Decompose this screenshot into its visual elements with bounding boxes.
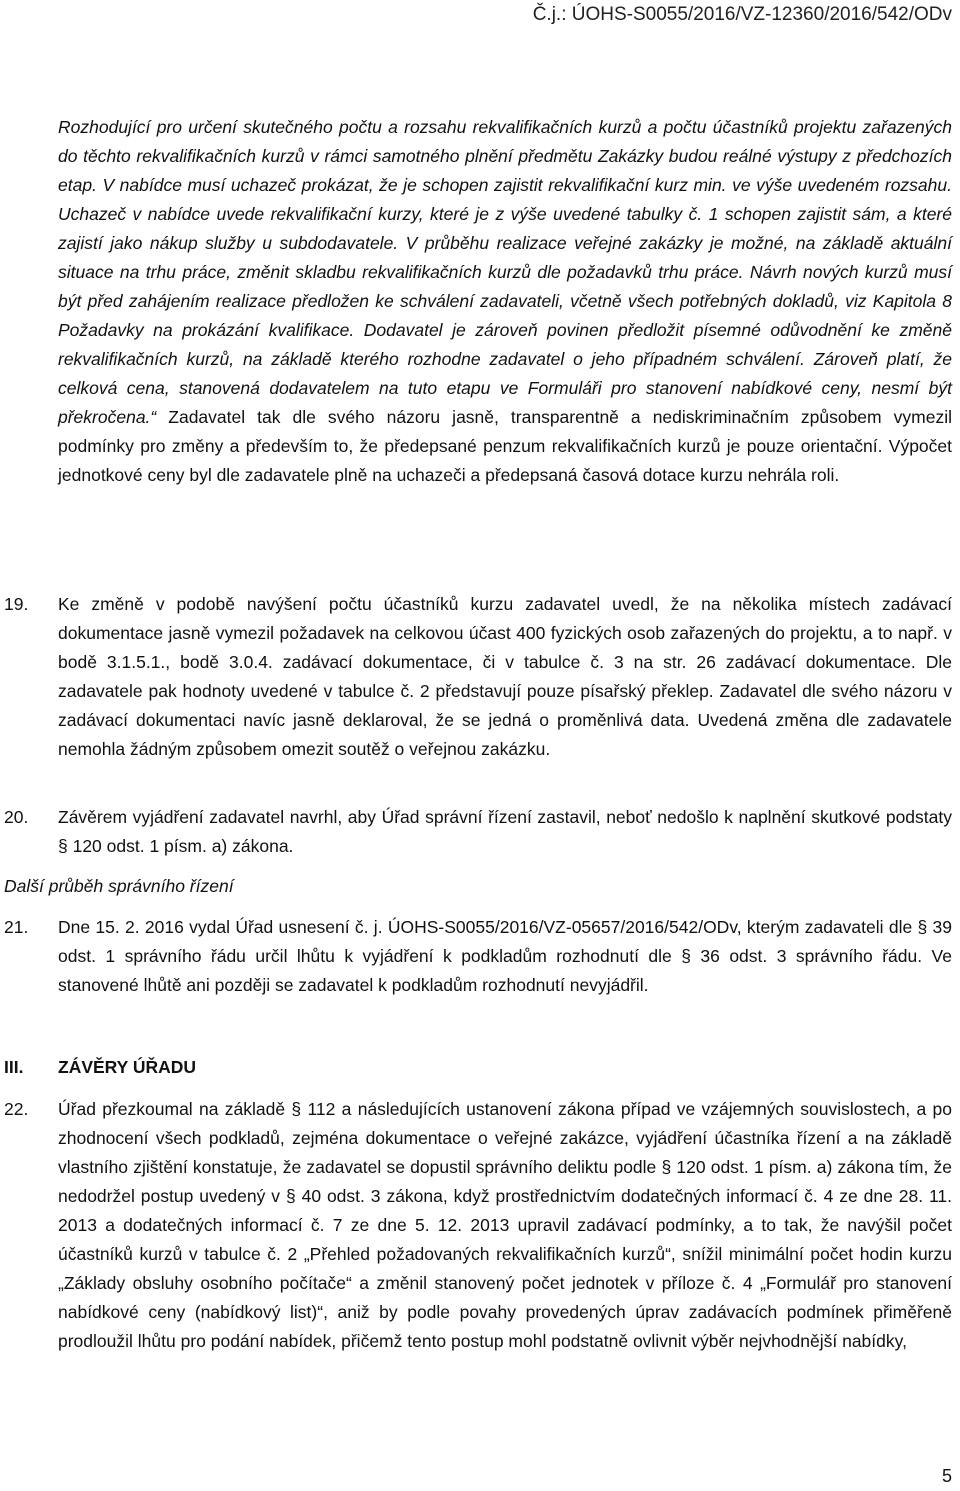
quoted-text: Rozhodující pro určení skutečného počtu a rozsahu rekvalifikačních kurzů a počtu účastníků projektu zařazených do těchto rekvalifikačních kurzů v rámci samotného plnění předmětu Zakázky budou reálné výstupy z předchozích etap. V nabídce musí uchazeč prokázat, že je schopen zajistit rekvalifikační kurz min. ve výše uvedeném rozsahu. Uchazeč v nabídce uvede rekvalifikační kurzy, které je z výše uvedené tabulky č. 1 schopen zajistit sám, a které zajistí jako nákup služby u subdodavatele. V průběhu realizace veřejné zakázky je možné, na základě aktuální situace na trhu práce, změnit skladbu rekvalifikačních kurzů dle požadavků trhu práce. Návrh nových kurzů musí být před zahájením realizace předložen ke schválení zadavateli, včetně všech potřebných dokladů, viz Kapitola 8 Požadavky na prokázání kvalifikace. Dodavatel je zároveň povinen předložit písemné odůvodnění ke změně rekvalifikačních kurzů, na základě kterého rozhodne zadavatel o jeho případném schválení. Zároveň platí, že celková cena, stanovená dodavatelem na tuto etapu ve Formuláři pro stanovení nabídkové ceny, nesmí být překročena.“ [58,117,952,427]
paragraph-22: Úřad přezkoumal na základě § 112 a následujících ustanovení zákona případ ve vzájemných souvislostech, a po zhodnocení všech podkladů, zejména dokumentace o veřejné zakázce, vyjádření účastníka řízení a na základě vlastního zjištění konstatuje, že zadavatel se dopustil správního deliktu podle § 120 odst. 1 písm. a) zákona tím, že nedodržel postup uvedený v § 40 odst. 3 zákona, když prostřednictvím dodatečných informací č. 4 ze dne 28. 11. 2013 a dodatečných informací č. 7 ze dne 5. 12. 2013 upravil zadávací podmínky, a to tak, že navýšil počet účastníků kurzů v tabulce č. 2 „Přehled požadovaných rekvalifikačních kurzů“, snížil minimální počet hodin kurzu „Základy obsluhy osobního počítače“ a změnil stanovený počet jednotek v příloze č. 4 „Formulář pro stanovení nabídkové ceny (nabídkový list)“, aniž by podle povahy provedených úprav zadávacích podmínek přiměřeně prodloužil lhůtu pro podání nabídek, přičemž tento postup mohl podstatně ovlivnit výběr nejvhodnější nabídky, [58,1099,952,1351]
document-reference: Č.j.: ÚOHS-S0055/2016/VZ-12360/2016/542/ODv [532,4,952,25]
section-number: III. [4,1057,24,1077]
paragraph-19: Ke změně v podobě navýšení počtu účastníků kurzu zadavatel uvedl, že na několika místech zadávací dokumentace jasně vymezil požadavek na celkovou účast 400 fyzických osob zařazených do projektu, a to např. v bodě 3.1.5.1., bodě 3.0.4. zadávací dokumentace, či v tabulce č. 3 na str. 26 zadávací dokumentace. Dle zadavatele pak hodnoty uvedené v tabulce č. 2 představují pouze písařský překlep. Zadavatel dle svého názoru v zadávací dokumentaci navíc jasně deklaroval, že se jedná o proměnlivá data. Uvedená změna dle zadavatele nemohla žádným způsobem omezit soutěž o veřejnou zakázku. [58,594,952,759]
paragraph-number: 21. [4,917,29,937]
paragraph-number: 19. [4,594,29,614]
page-number: 5 [941,1466,952,1486]
subsection-heading: Další průběh správního řízení [4,876,234,896]
paragraph-number: 20. [4,807,29,827]
paragraph-number: 22. [4,1099,29,1119]
paragraph-20: Závěrem vyjádření zadavatel navrhl, aby Úřad správní řízení zastavil, neboť nedošlo k naplnění skutkové podstaty § 120 odst. 1 písm. a) zákona. [58,807,952,856]
quoted-paragraph [58,113,952,490]
paragraph-text: Zadavatel tak dle svého názoru jasně, transparentně a nediskriminačním způsobem vymezil podmínky pro změny a především to, že předepsané penzum rekvalifikačních kurzů je pouze orientační. Výpočet jednotkové ceny byl dle zadavatele plně na uchazeči a předepsaná časová dotace kurzu nehrála roli. [58,407,952,485]
section-title: ZÁVĚRY ÚŘADU [58,1057,197,1077]
paragraph-21: Dne 15. 2. 2016 vydal Úřad usnesení č. j. ÚOHS-S0055/2016/VZ-05657/2016/542/ODv, kterým zadavateli dle § 39 odst. 1 správního řádu určil lhůtu k vyjádření k podkladům rozhodnutí dle § 36 odst. 3 správního řádu. Ve stanovené lhůtě ani později se zadavatel k podkladům rozhodnutí nevyjádřil. [58,917,952,995]
